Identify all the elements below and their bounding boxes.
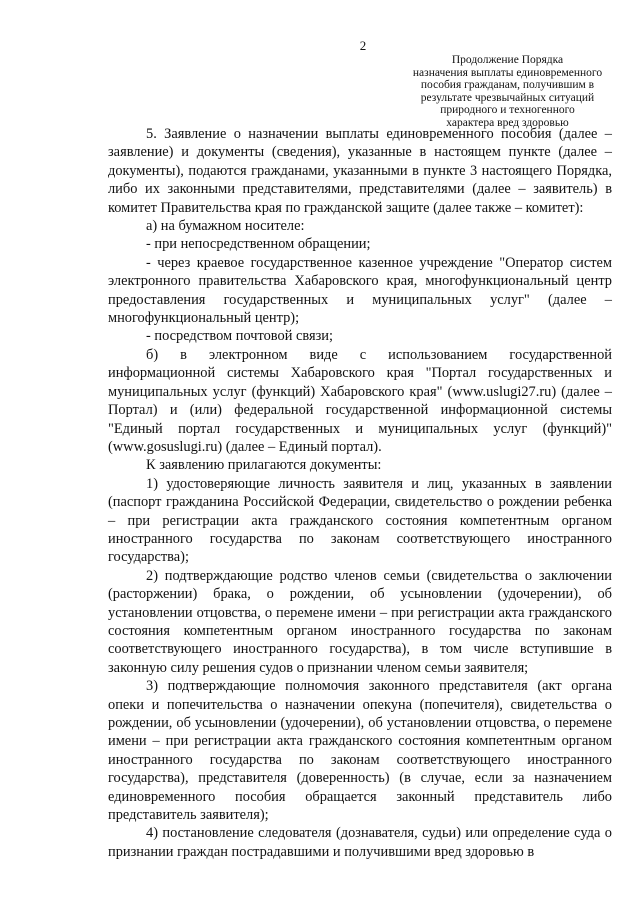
document-body	[108, 125, 612, 861]
header-line: пособия гражданам, получившим в	[420, 79, 595, 92]
paragraph-mfc: - через краевое государственное казенное учреждение "Оператор систем электронного правительства Хабаровского края, многофункциональный центр предоставления государственных и муниципальных услуг" (далее – многофункциональный центр);	[108, 254, 612, 327]
page-number: 2	[359, 38, 367, 53]
paragraph-doc-3: 3) подтверждающие полномочия законного представителя (акт органа опеки и попечительства о назначении опекуна (попечителя), свидетельства о рождении, об усыновлении (удочерении), об установлении отцовства, о перемене имени – при регистрации акта гражданского состояния компетентным органом иностранного государства по законам соответствующего иностранного государства), представителя (доверенность) (в случае, если за назначением единовременного пособия обращается законный представитель либо представитель заявителя);	[108, 678, 612, 824]
paragraph-doc-4: 4) постановление следователя (дознавателя, судьи) или определение суда о признании граждан пострадавшими и получившими вред здоровью в	[108, 825, 612, 860]
paragraph-item-5: 5. Заявление о назначении выплаты единовременного пособия (далее – заявление) и документы (сведения), указанные в настоящем пункте (далее – документы), подаются гражданами, указанными в пункте 3 настоящего Порядка, либо их законными представителями, представителями (далее – заявитель) в комитет Правительства края по гражданской защите (далее также – комитет):	[108, 126, 612, 216]
paragraph-doc-1: 1) удостоверяющие личность заявителя и лиц, указанных в заявлении (паспорт гражданина Российской Федерации, свидетельство о рождении ребенка – при регистрации акта гражданского состояния компетентным органом иностранного государства по законам соответствующего иностранного государства);	[108, 475, 612, 566]
header-line: характера вред здоровью	[446, 116, 569, 129]
paragraph-postal: - посредством почтовой связи;	[146, 328, 333, 345]
paragraph-electronic: б) в электронном виде с использованием государственной информационной системы Хабаровского края "Портал государственных и муниципальных услуг (функций) Хабаровского края" (www.uslugi27.ru) (далее – Портал) и (или) федеральной государственной информационной системы "Единый портал государственных и муниципальных услуг (функций)" (www.gosuslugi.ru) (далее – Единый портал).	[108, 346, 612, 455]
paragraph-attachments: К заявлению прилагаются документы:	[146, 457, 382, 474]
header-line: Продолжение Порядка	[451, 54, 564, 66]
header-line: назначения выплаты единовременного	[412, 66, 603, 79]
paragraph-paper-carrier: а) на бумажном носителе:	[146, 218, 305, 235]
paragraph-direct-appeal: - при непосредственном обращении;	[146, 236, 371, 253]
document-header	[395, 54, 620, 130]
paragraph-doc-2: 2) подтверждающие родство членов семьи (свидетельства о заключении (расторжении) брака, о рождении, об усыновлении (удочерении), об установлении отцовства, о перемене имени – при регистрации акта гражданского состояния компетентным органом иностранного государства по законам соответствующего иностранного государства), в том числе вступившие в законную силу решения судов о признании членом семьи заявителя;	[108, 567, 612, 676]
header-line: природного и техногенного	[440, 104, 575, 117]
header-line: результате чрезвычайных ситуаций	[420, 91, 595, 104]
